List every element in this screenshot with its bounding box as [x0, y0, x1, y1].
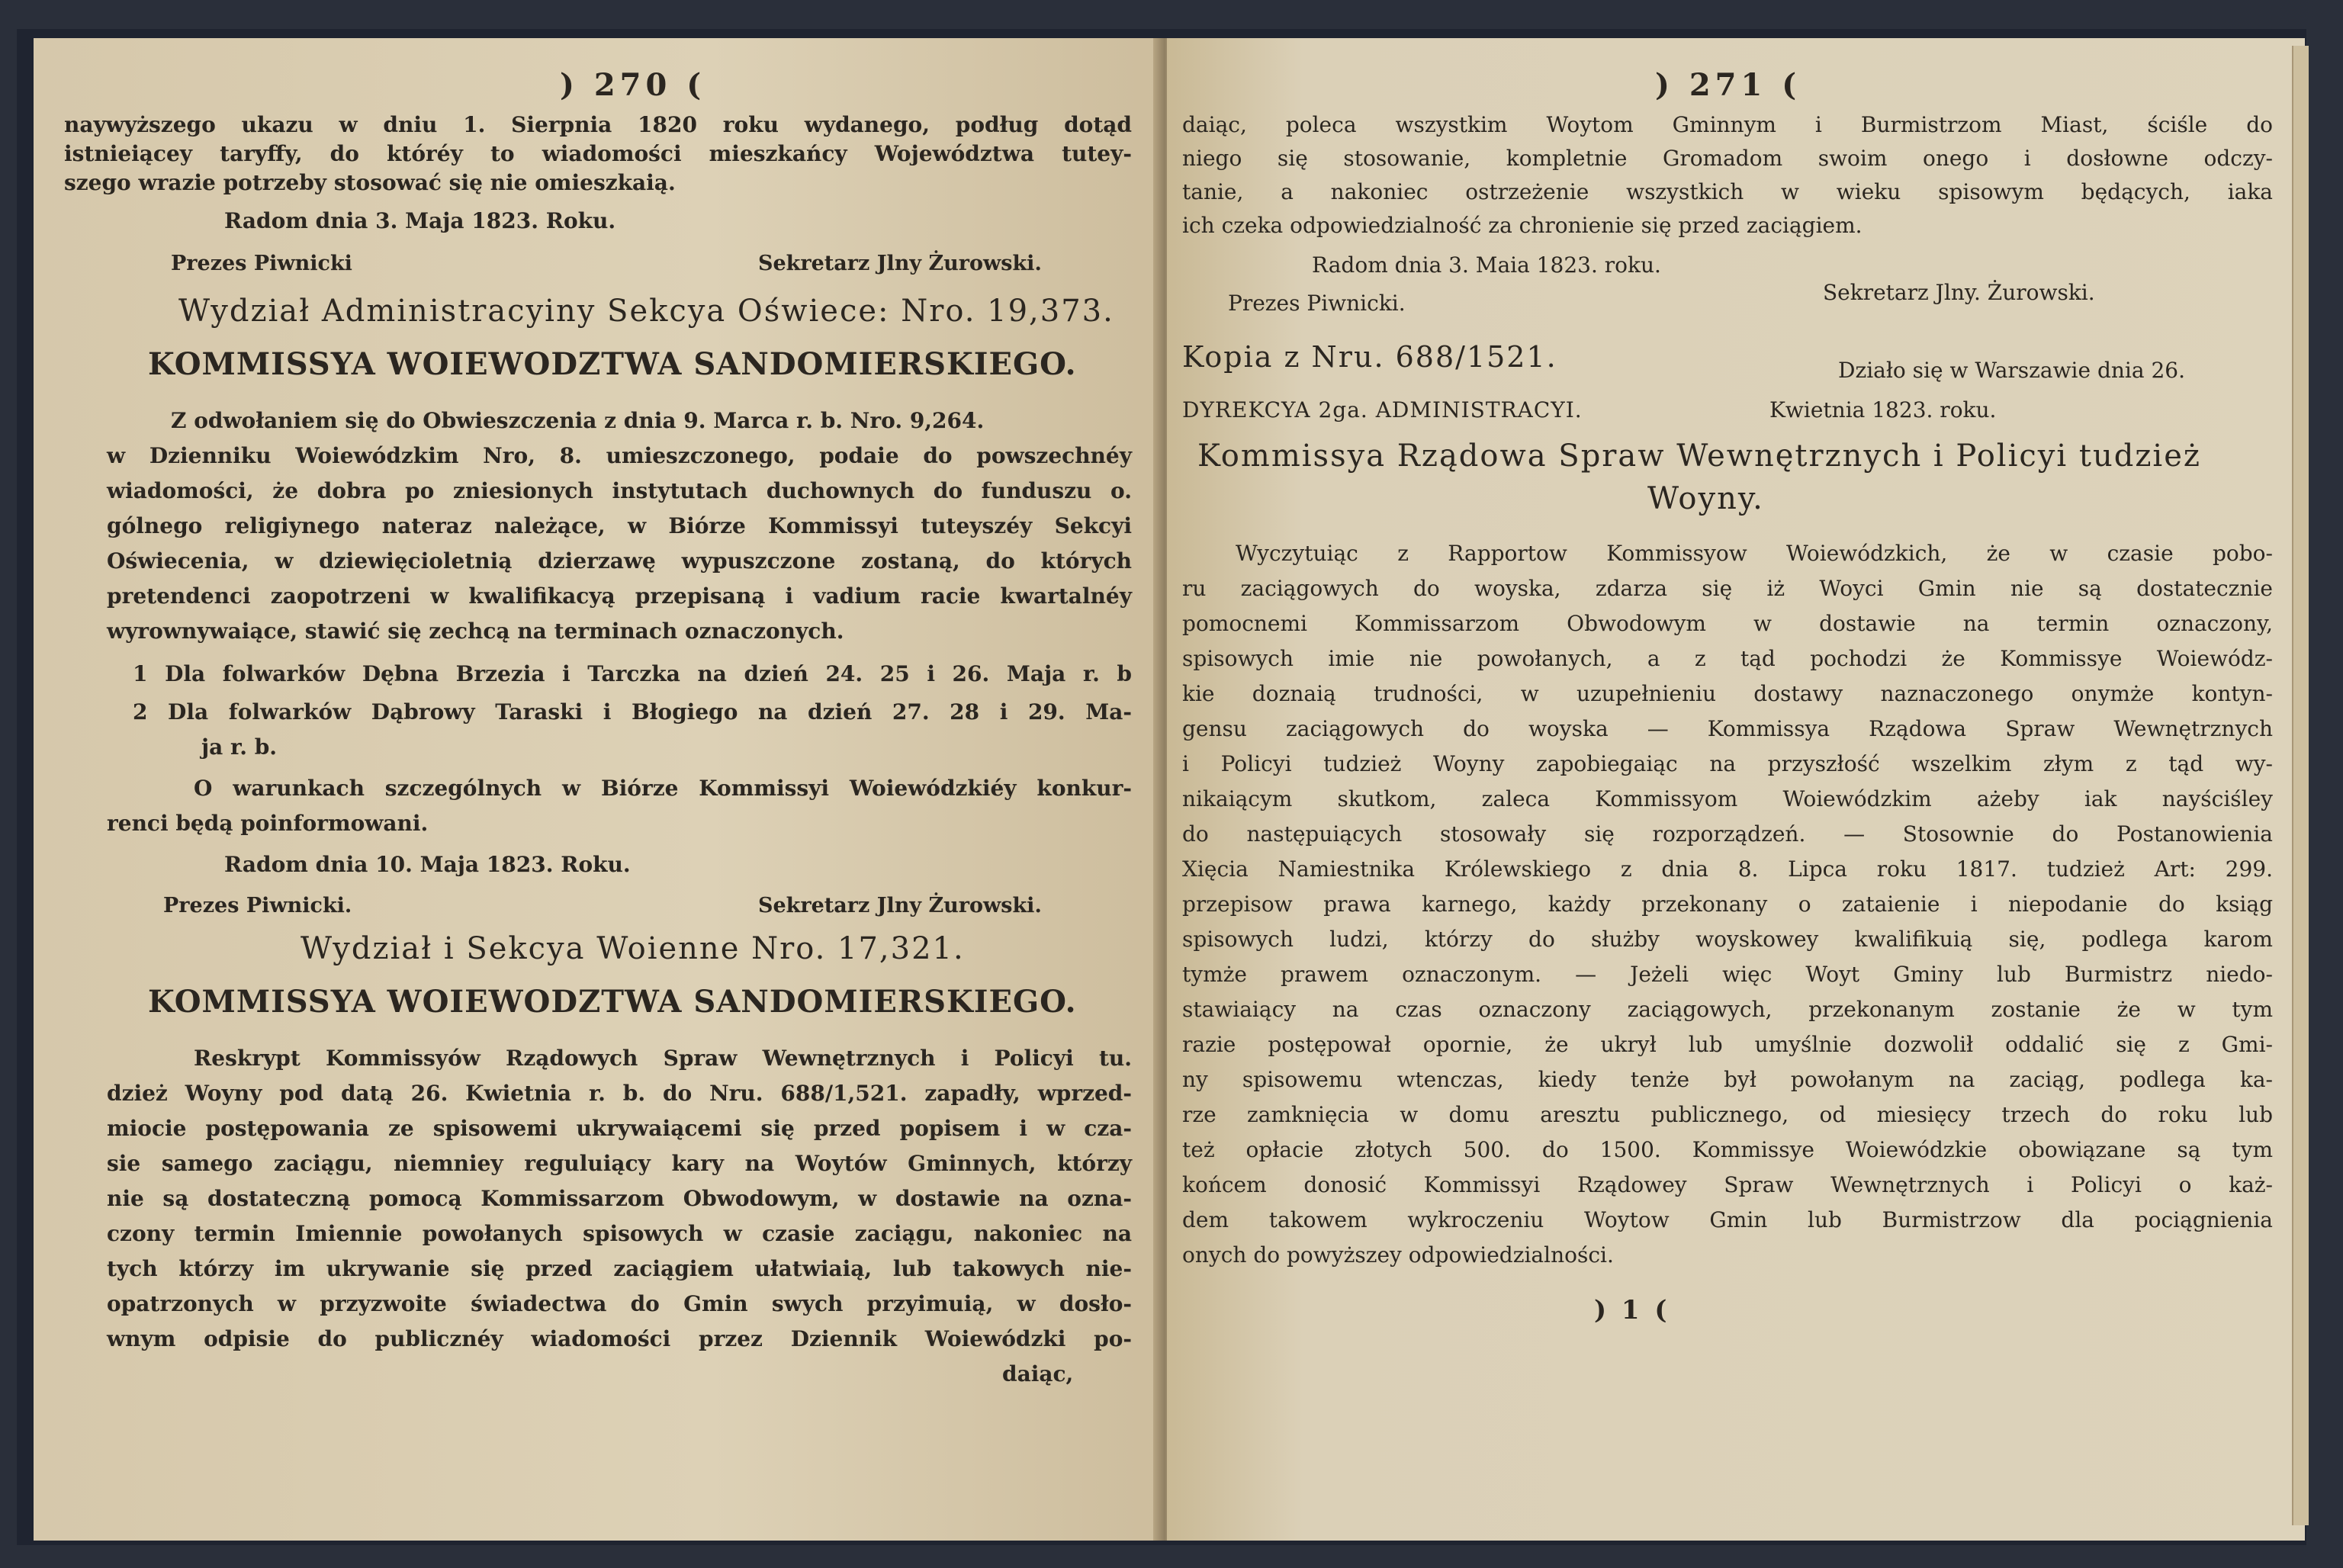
text-line: końcem donosić Kommissyi Rządowey Spraw Wewnętrznych i Policyi o każ- — [1182, 1172, 2273, 1197]
text-line: renci będą poinformowani. — [107, 811, 429, 836]
text-line: onych do powyższey odpowiedzialności. — [1182, 1242, 1614, 1268]
text-line: Xięcia Namiestnika Królewskiego z dnia 8. Lipca roku 1817. tudzież Art: 299. — [1182, 856, 2273, 882]
text-line: razie postępował opornie, że ukrył lub umyślnie dozwolił oddalić się z Gmi- — [1182, 1032, 2273, 1057]
text-line: kie doznaią trudności, w uzupełnieniu dostawy naznaczonego onymże kontyn- — [1182, 681, 2273, 706]
text-line: naywyższego ukazu w dniu 1. Sierpnia 1820 roku wydanego, podług dotąd — [64, 112, 1132, 137]
text-line: przepisow prawa karnego, każdy przekonany o zataienie i niepodanie do ksiąg — [1182, 892, 2273, 917]
text-line: Wyczytuiąc z Rapportow Kommissyow Woiewódzkich, że w czasie pobo- — [1236, 541, 2273, 566]
text-line: wnym odpisie do publicznéy wiadomości przez Dziennik Woiewódzki po- — [107, 1326, 1132, 1351]
text-line: spisowych imie nie powołanych, a z tąd pochodzi że Kommissye Woiewódz- — [1182, 646, 2273, 671]
text-line: daiąc, poleca wszystkim Woytom Gminnym i Burmistrzom Miast, ściśle do — [1182, 112, 2273, 137]
page-number-270: ) 270 ( — [560, 67, 706, 103]
text-line: istnieiącey taryffy, do któréy to wiadomości mieszkańcy Województwa tutey- — [64, 141, 1132, 166]
section-heading: Wydział i Sekcya Woienne Nro. 17,321. — [301, 931, 965, 966]
text-line: miocie postępowania ze spisowemi ukrywaiącemi się przed popisem i w cza- — [107, 1116, 1132, 1141]
signature-president: Prezes Piwnicki. — [163, 894, 352, 917]
date-line: Radom dnia 10. Maja 1823. Roku. — [224, 852, 631, 877]
text-line: sie samego zaciągu, niemniey reguluiący kary na Woytów Gminnych, którzy — [107, 1151, 1132, 1176]
footer-mark: ) 1 ( — [1594, 1295, 1670, 1325]
text-line: gensu zaciągowych do woyska — Kommissya Rządowa Spraw Wewnętrznych — [1182, 716, 2273, 741]
text-line: do następuiących stosowały się rozporządzeń. — Stosownie do Postanowienia — [1182, 821, 2273, 847]
text-line: wyrownywaiące, stawić się zechcą na terminach oznaczonych. — [107, 619, 844, 644]
text-line: nikaiącym skutkom, zaleca Kommissyom Woiewódzkim ażeby iak nayściśley — [1182, 786, 2273, 811]
text-line: Reskrypt Kommissyów Rządowych Spraw Wewnętrznych i Policyi tu. — [194, 1046, 1132, 1071]
text-line: dem takowem wykroczeniu Woytow Gmin lub Burmistrzow dla pociągnienia — [1182, 1207, 2273, 1232]
section-heading: Wydział Administracyiny Sekcya Oświece: Nro. 19,373. — [178, 294, 1114, 329]
list-item: 2 Dla folwarków Dąbrowy Taraski i Błogiego na dzień 27. 28 i 29. Ma- — [133, 699, 1132, 725]
issue-place-date: Działo się w Warszawie dnia 26. — [1838, 358, 2186, 383]
text-line: ny spisowemu wtenczas, kiedy tenże był powołanym na zaciąg, podlega ka- — [1182, 1067, 2273, 1092]
copy-number: Kopia z Nru. 688/1521. — [1182, 340, 1557, 374]
document-heading: Kommissya Rządowa Spraw Wewnętrznych i Policyi tudzież — [1197, 439, 2201, 474]
text-line: rze zamknięcia w domu aresztu publicznego, od miesięcy trzech do roku lub — [1182, 1102, 2273, 1127]
signature-president: Prezes Piwnicki — [171, 252, 352, 275]
text-line: wiadomości, że dobra po zniesionych instytutach duchownych do funduszu o. — [107, 478, 1132, 503]
text-line: Oświecenia, w dziewięcioletnią dzierzawę wypuszczone zostaną, do których — [107, 548, 1132, 574]
directorate-label: DYREKCYA 2ga. ADMINISTRACYI. — [1182, 397, 1583, 423]
left-page — [34, 38, 1162, 1541]
signature-secretary: Sekretarz Jlny Żurowski. — [758, 252, 1042, 275]
date-line: Radom dnia 3. Maia 1823. roku. — [1312, 252, 1661, 278]
text-line: opatrzonych w przyzwoite świadectwa do Gmin swych przyimuią, w dosło- — [107, 1291, 1132, 1316]
right-page — [1167, 38, 2305, 1541]
commission-heading: KOMMISSYA WOIEWODZTWA SANDOMIERSKIEGO. — [148, 984, 1077, 1020]
document-heading-cont: Woyny. — [1647, 481, 1764, 516]
page-edge — [2292, 46, 2309, 1525]
page-number-271: ) 271 ( — [1655, 67, 1801, 103]
text-line: ja r. b. — [201, 734, 278, 760]
text-line: też opłacie złotych 500. do 1500. Kommissye Woiewódzkie obowiązane są tym — [1182, 1137, 2273, 1162]
signature-president: Prezes Piwnicki. — [1228, 291, 1406, 316]
text-line: i Policyi tudzież Woyny zapobiegaiąc na przyszłość wszelkim złym z tąd wy- — [1182, 751, 2273, 776]
text-line: pomocnemi Kommissarzom Obwodowym w dostawie na termin oznaczony, — [1182, 611, 2273, 636]
text-line: niego się stosowanie, kompletnie Gromadom swoim onego i dosłowne odczy- — [1182, 146, 2273, 171]
text-line: tych którzy im ukrywanie się przed zaciągiem ułatwiaią, lub takowych nie- — [107, 1256, 1132, 1281]
text-line: stawiaiący na czas oznaczony zaciągowych, przekonanym zostanie że w tym — [1182, 997, 2273, 1022]
text-line: szego wrazie potrzeby stosować się nie omieszkaią. — [64, 170, 676, 195]
text-line: tymże prawem oznaczonym. — Jeżeli więc Woyt Gminy lub Burmistrz niedo- — [1182, 962, 2273, 987]
issue-date: Kwietnia 1823. roku. — [1769, 397, 1997, 423]
text-line: gólnego religiynego nateraz należące, w Biórze Kommissyi tuteyszéy Sekcyi — [107, 513, 1132, 538]
text-line: czony termin Imiennie powołanych spisowych w czasie zaciągu, nakoniec na — [107, 1221, 1132, 1246]
text-line: spisowych ludzi, którzy do służby woyskowey kwalifikuią się, podlega karom — [1182, 927, 2273, 952]
signature-secretary: Sekretarz Jlny. Żurowski. — [1823, 280, 2095, 305]
signature-secretary: Sekretarz Jlny Żurowski. — [758, 894, 1042, 917]
date-line: Radom dnia 3. Maja 1823. Roku. — [224, 208, 616, 233]
commission-heading: KOMMISSYA WOIEWODZTWA SANDOMIERSKIEGO. — [148, 346, 1077, 382]
text-line: tanie, a nakoniec ostrzeżenie wszystkich w wieku spisowym będących, iaka — [1182, 179, 2273, 204]
catchword: daiąc, — [1002, 1361, 1074, 1386]
text-line: ich czeka odpowiedzialność za chronienie się przed zaciągiem. — [1182, 213, 1863, 238]
text-line: pretendenci zaopotrzeni w kwalifikacyą przepisaną i vadium racie kwartalnéy — [107, 583, 1132, 609]
text-line: w Dzienniku Woiewódzkim Nro, 8. umieszczonego, podaie do powszechnéy — [107, 443, 1132, 468]
text-line: dzież Woyny pod datą 26. Kwietnia r. b. do Nru. 688/1,521. zapadły, wprzed- — [107, 1081, 1132, 1106]
text-line: O warunkach szczególnych w Biórze Kommissyi Woiewódzkiéy konkur- — [194, 776, 1132, 801]
text-line: Z odwołaniem się do Obwieszczenia z dnia 9. Marca r. b. Nro. 9,264. — [171, 408, 985, 433]
list-item: 1 Dla folwarków Dębna Brzezia i Tarczka na dzień 24. 25 i 26. Maja r. b — [133, 661, 1132, 686]
text-line: ru zaciągowych do woyska, zdarza się iż Woyci Gmin nie są dostatecznie — [1182, 576, 2273, 601]
text-line: nie są dostateczną pomocą Kommissarzom Obwodowym, w dostawie na ozna- — [107, 1186, 1132, 1211]
